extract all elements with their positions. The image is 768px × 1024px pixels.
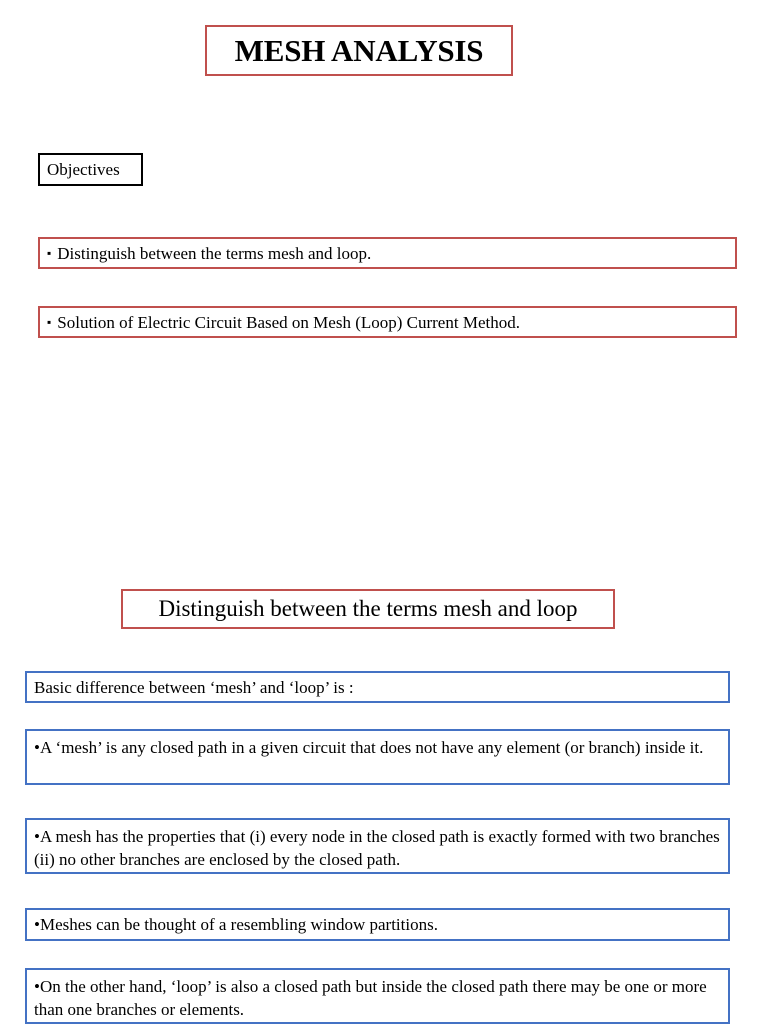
objective-item — [38, 237, 737, 269]
square-bullet-icon: ▪ — [47, 315, 52, 329]
note-box: •A ‘mesh’ is any closed path in a given circuit that does not have any element (or branch) inside it. — [25, 729, 730, 785]
objectives-label: Objectives — [38, 153, 143, 186]
square-bullet-icon: ▪ — [47, 246, 52, 260]
section-heading-box — [121, 589, 615, 629]
page-title: MESH ANALYSIS — [234, 32, 484, 68]
note-box: Basic difference between ‘mesh’ and ‘loop’ is : — [25, 671, 730, 703]
objective-text: Distinguish between the terms mesh and loop. — [57, 244, 372, 263]
title-box — [205, 25, 513, 76]
section-heading: Distinguish between the terms mesh and loop — [158, 596, 578, 621]
note-box: •On the other hand, ‘loop’ is also a closed path but inside the closed path there may be one or more than one branches or elements. — [25, 968, 730, 1024]
note-box: •A mesh has the properties that (i) every node in the closed path is exactly formed with two branches (ii) no other branches are enclosed by the closed path. — [25, 818, 730, 874]
objective-item — [38, 306, 737, 338]
objective-text: Solution of Electric Circuit Based on Mesh (Loop) Current Method. — [57, 313, 520, 332]
note-box: •Meshes can be thought of a resembling window partitions. — [25, 908, 730, 941]
